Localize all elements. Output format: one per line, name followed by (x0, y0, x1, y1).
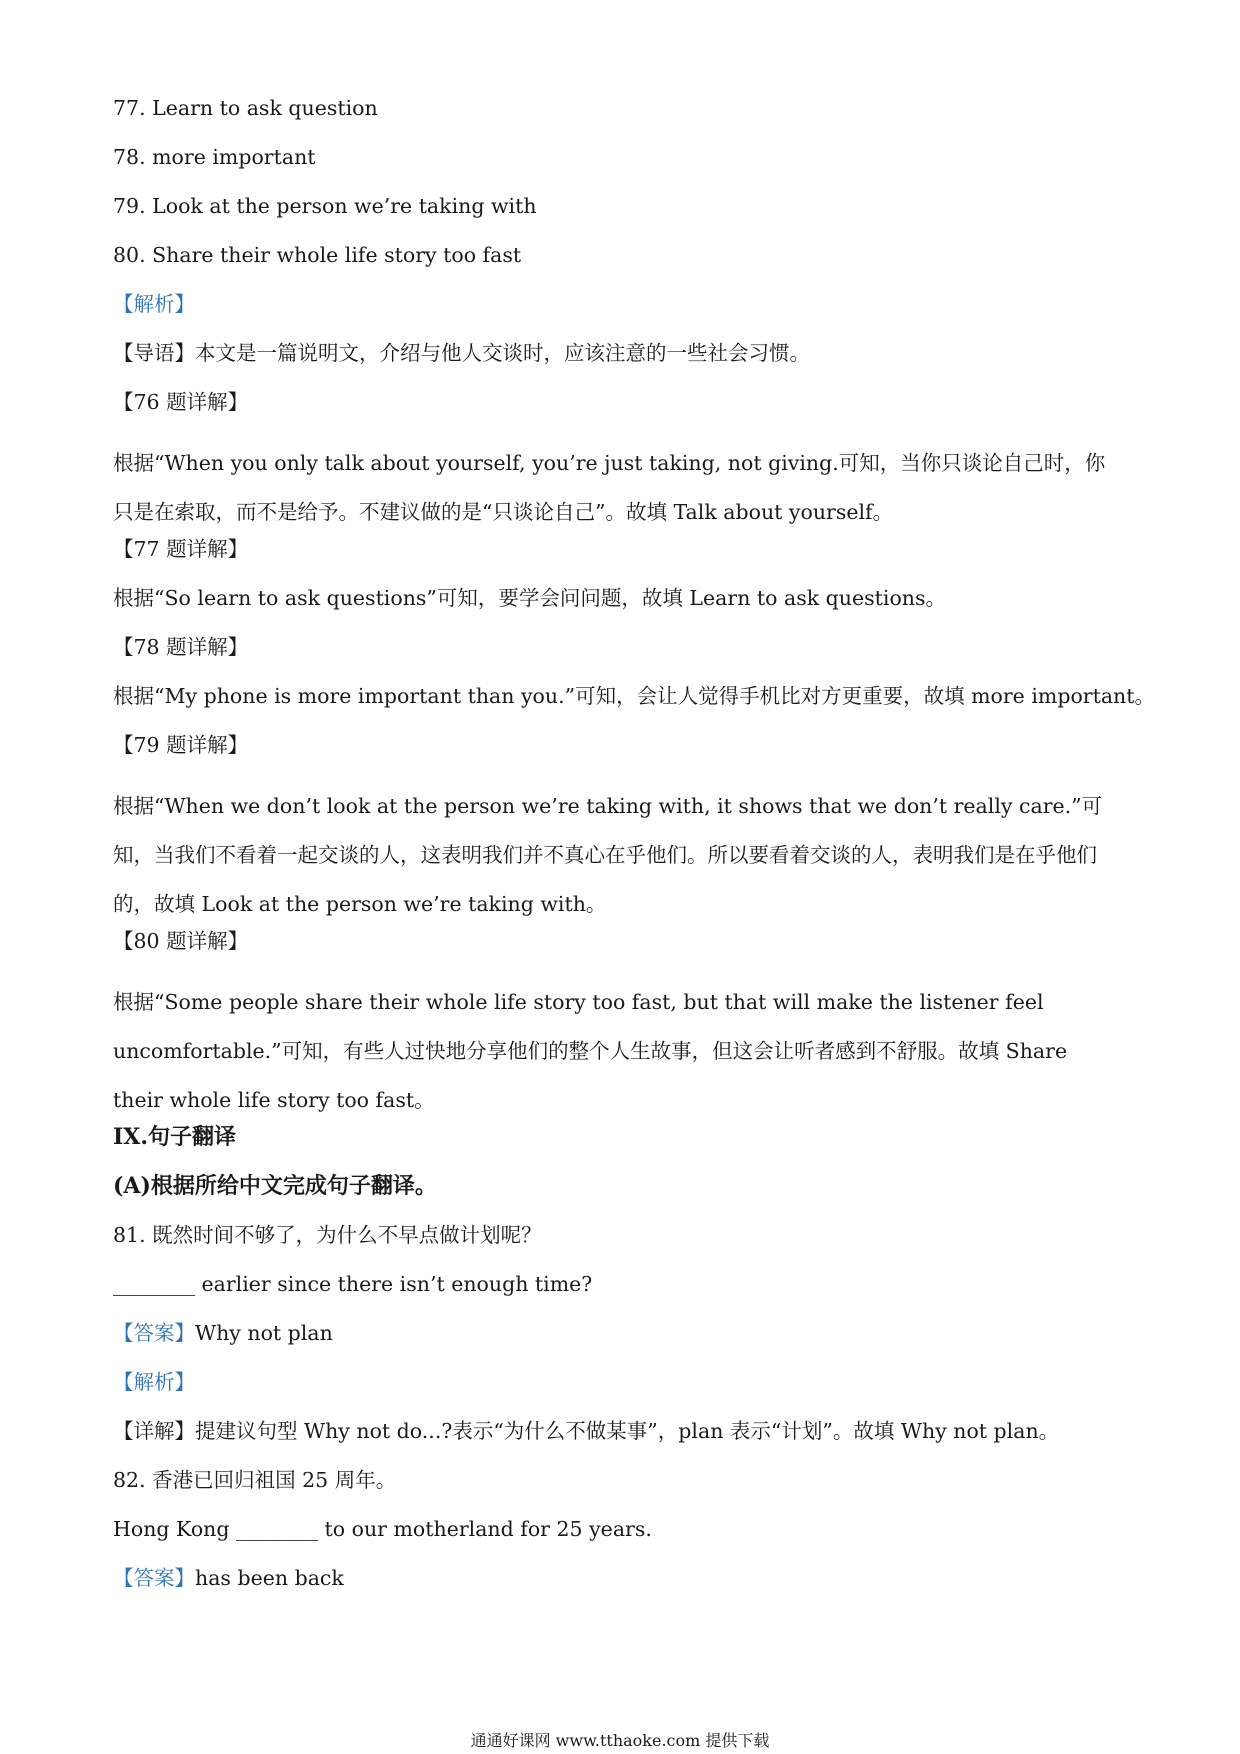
q80-explanation: 根据“Some people share their whole life story too fast, but that will make the listener feel uncomfortable.”可知，有些人过快地分享他们的整个人生故事，但这会让听者感到不舒服。故填 Share their whole life story too fast。 (113, 990, 1068, 1112)
q82-answer: has been back (195, 1566, 344, 1590)
document-body (113, 96, 1155, 1615)
q78-explanation: 根据“My phone is more important than you.”可知，会让人觉得手机比对方更重要，故填 more important。 (113, 684, 1155, 708)
section-title: IX.句子翻译 (113, 1124, 237, 1150)
q82-english: Hong Kong ________ to our motherland for 25 years. (113, 1517, 652, 1541)
q79-explanation: 根据“When we don’t look at the person we’re taking with, it shows that we don’t really care.”可知，当我们不看着一起交谈的人，这表明我们并不真心在乎他们。所以要看着交谈的人，表明我们是在乎他们的，故填 Look at the person we’re taking with。 (113, 794, 1103, 916)
q77-heading: 【77 题详解】 (113, 537, 249, 561)
answer-tag: 【答案】 (113, 1321, 195, 1345)
q81-answer: Why not plan (195, 1321, 333, 1345)
answer-77: 77. Learn to ask question (113, 96, 378, 120)
answer-78: 78. more important (113, 145, 316, 169)
analysis-tag: 【解析】 (113, 292, 195, 316)
answer-80: 80. Share their whole life story too fast (113, 243, 522, 267)
q76-heading: 【76 题详解】 (113, 390, 249, 414)
q80-heading: 【80 题详解】 (113, 929, 249, 953)
answer-tag: 【答案】 (113, 1566, 195, 1590)
page-footer: 通通好课网 www.tthaoke.com 提供下载 (470, 1731, 770, 1750)
section-subtitle: (A)根据所给中文完成句子翻译。 (113, 1173, 437, 1199)
q79-heading: 【79 题详解】 (113, 733, 249, 757)
q81-analysis-tag: 【解析】 (113, 1370, 195, 1394)
q77-explanation: 根据“So learn to ask questions”可知，要学会问问题，故填 Learn to ask questions。 (113, 586, 947, 610)
q81-answer-line (113, 1321, 1123, 1370)
q81-detail: 【详解】提建议句型 Why not do...?表示“为什么不做某事”，plan 表示“计划”。故填 Why not plan。 (113, 1419, 1060, 1443)
q76-explanation: 根据“When you only talk about yourself, you’re just taking, not giving.可知，当你只谈论自己时，你只是在索取，而不是给予。不建议做的是“只谈论自己”。故填 Talk about yourself。 (113, 451, 1106, 524)
q81-chinese: 81. 既然时间不够了，为什么不早点做计划呢？ (113, 1223, 542, 1247)
intro-text: 【导语】本文是一篇说明文，介绍与他人交谈时，应该注意的一些社会习惯。 (113, 341, 810, 365)
q82-chinese: 82. 香港已回归祖国 25 周年。 (113, 1468, 397, 1492)
q82-answer-line (113, 1566, 1123, 1615)
q81-english: ________ earlier since there isn’t enough time? (113, 1272, 593, 1296)
answer-79: 79. Look at the person we’re taking with (113, 194, 537, 218)
q78-heading: 【78 题详解】 (113, 635, 249, 659)
